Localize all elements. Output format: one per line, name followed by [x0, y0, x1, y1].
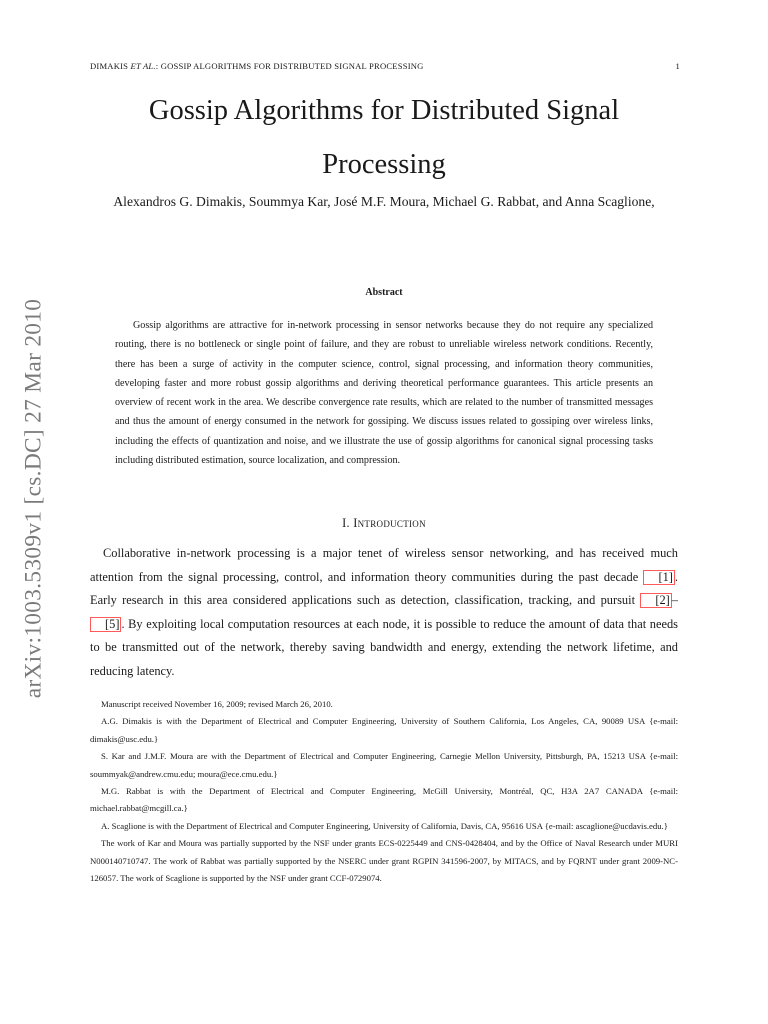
- footnote-funding: The work of Kar and Moura was partially supported by the NSF under grants ECS-0225449 and CNS-0428404, and by the Office of Naval Research under MURI N000140710747. The work of Rabbat was partially supported by the NSERC under grant RGPIN 341596-2007, by MITACS, and by FQRNT under grant 2009-NC-126057. The work of Scaglione is supported by the NSF under grant CCF-0729074.: [90, 838, 678, 884]
- abstract-text: Gossip algorithms are attractive for in-network processing in sensor networks because they do not require any specialized routing, there is no bottleneck or single point of failure, and they are robust to unreliable wireless network conditions. Recently, there has been a surge of activity in the computer science, control, signal processing, and information theory communities, developing faster and more robust gossip algorithms and deriving theoretical performance guarantees. This article presents an overview of recent work in the area. We describe convergence rate results, which are related to the number of transmitted messages and thus the amount of energy consumed in the network for gossiping. We discuss issues related to gossiping over wireless links, including the effects of quantization and noise, and we illustrate the use of gossip algorithms for canonical signal processing tasks including distributed estimation, source localization, and compression.: [115, 320, 653, 467]
- citation-link-2[interactable]: [2]: [640, 593, 671, 608]
- paper-title: [90, 84, 678, 192]
- citation-link-5[interactable]: [5]: [90, 617, 121, 632]
- footnote-scaglione: A. Scaglione is with the Department of Electrical and Computer Engineering, University of California, Davis, CA, 95616 USA {e-mail: ascaglione@ucdavis.edu.}: [101, 820, 668, 831]
- running-head-etal: ET AL.: [130, 61, 156, 71]
- page-number: 1: [675, 61, 680, 71]
- running-head-text: DIMAKIS ET AL.: GOSSIP ALGORITHMS FOR DISTRIBUTED SIGNAL PROCESSING: [90, 61, 424, 71]
- footnote-kar-moura: S. Kar and J.M.F. Moura are with the Department of Electrical and Computer Engineering, Carnegie Mellon University, Pittsburgh, PA, 15213 USA {e-mail: soummyak@andrew.cmu.edu; moura@ece.cmu.edu.}: [90, 751, 678, 779]
- title-line-2: Processing: [322, 149, 446, 180]
- section-heading-introduction: I. Introduction: [342, 516, 426, 530]
- citation-link-1[interactable]: [1]: [643, 570, 674, 585]
- footnote-manuscript: Manuscript received November 16, 2009; revised March 26, 2010.: [101, 699, 333, 709]
- abstract-heading: Abstract: [365, 287, 403, 298]
- running-head: [90, 61, 680, 71]
- introduction-paragraph: Collaborative in-network processing is a major tenet of wireless sensor networking, and has received much attention from the signal processing, control, and information theory communities during the past decade [1] . Early research in this area considered applications such as detection, classification, tracking, and pursuit [2] –[5] . By exploiting local computation resources at each node, it is possible to reduce the amount of data that needs to be transmitted out of the network, thereby saving bandwidth and energy, extending the network lifetime, and reducing latency.: [90, 546, 678, 678]
- author-list: Alexandros G. Dimakis, Soummya Kar, José M.F. Moura, Michael G. Rabbat, and Anna Scaglione,: [113, 194, 655, 209]
- footnote-rabbat: M.G. Rabbat is with the Department of Electrical and Computer Engineering, McGill University, Montréal, QC, H3A 2A7 CANADA {e-mail: michael.rabbat@mcgill.ca.}: [90, 786, 678, 814]
- title-line-1: Gossip Algorithms for Distributed Signal: [148, 95, 620, 126]
- footnote-dimakis: A.G. Dimakis is with the Department of Electrical and Computer Engineering, University of Southern California, Los Angeles, CA, 90089 USA {e-mail: dimakis@usc.edu.}: [90, 716, 678, 744]
- arxiv-identifier: arXiv:1003.5309v1 [cs.DC] 27 Mar 2010: [20, 298, 47, 698]
- arxiv-stamp: [4, 274, 64, 722]
- footnotes: [90, 696, 678, 887]
